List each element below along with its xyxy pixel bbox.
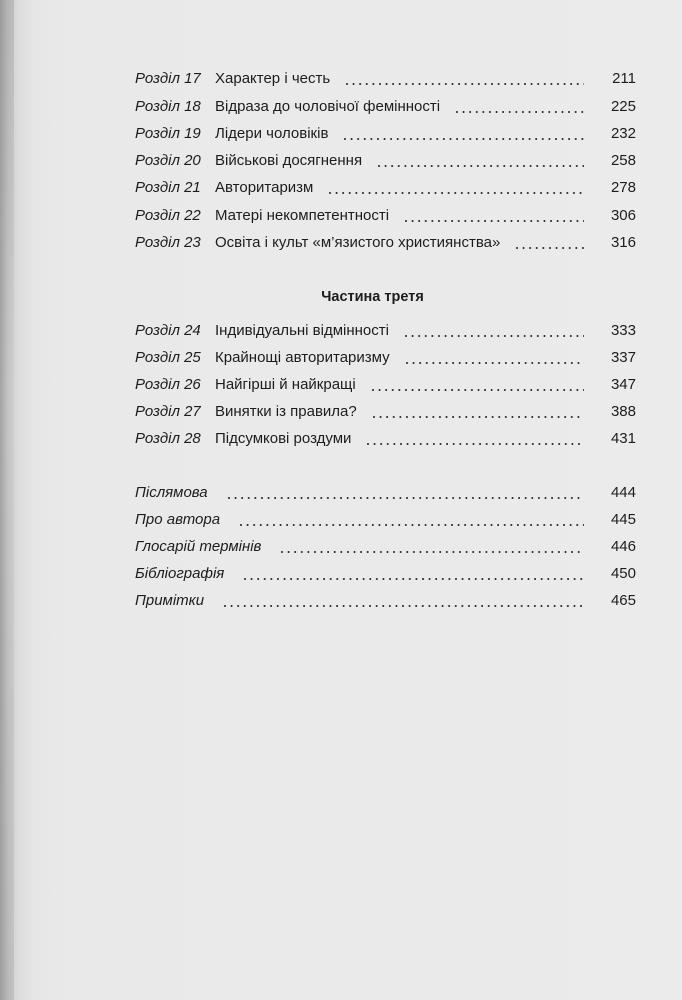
page-number: 258: [610, 152, 636, 170]
chapter-label: Розділ 28: [135, 430, 201, 447]
toc-entry: [135, 226, 636, 253]
page-number: 337: [610, 349, 636, 366]
toc-entry: [135, 314, 636, 341]
chapter-label: Розділ 17: [135, 70, 201, 88]
dot-leader: [224, 605, 584, 607]
chapter-title: Матері некомпетентності: [215, 206, 390, 224]
page-number: 225: [610, 97, 636, 115]
section-title: Бібліографія: [135, 565, 225, 582]
page-number: 316: [610, 234, 636, 252]
page-number: 465: [610, 592, 636, 609]
part-heading: Частина третя: [321, 289, 424, 305]
toc-chapters-part-three: [135, 314, 636, 449]
chapter-title: Лідери чоловіків: [215, 124, 329, 142]
chapter-title: Найгірші й найкращі: [215, 376, 356, 393]
page-number: 306: [610, 206, 636, 224]
page-number: 347: [610, 376, 636, 393]
page-number: 278: [610, 179, 636, 197]
chapter-title: Підсумкові роздуми: [215, 430, 352, 447]
toc-entry: [135, 476, 636, 503]
toc-entry: [135, 198, 636, 225]
dot-leader: [228, 497, 584, 499]
page-number: 388: [610, 403, 636, 420]
dot-leader: [406, 362, 584, 364]
toc-entry: [135, 557, 636, 584]
chapter-label: Розділ 21: [135, 179, 201, 197]
dot-leader: [244, 578, 584, 580]
dot-leader: [372, 389, 584, 391]
chapter-label: Розділ 26: [135, 376, 201, 393]
book-spine-shadow: [0, 0, 14, 1000]
dot-leader: [516, 247, 584, 249]
chapter-title: Винятки із правила?: [215, 403, 357, 420]
chapter-label: Розділ 27: [135, 403, 201, 420]
chapter-label: Розділ 24: [135, 322, 201, 339]
page-number: 444: [610, 484, 636, 501]
chapter-title: Військові досягнення: [215, 152, 363, 170]
page-number: 445: [610, 511, 636, 528]
dot-leader: [456, 111, 584, 113]
chapter-label: Розділ 18: [135, 97, 201, 115]
toc-entry: [135, 341, 636, 368]
page-number: 232: [610, 124, 636, 142]
toc-entry: [135, 62, 636, 89]
chapter-title: Крайнощі авторитаризму: [215, 349, 390, 366]
dot-leader: [373, 416, 584, 418]
toc-entry: [135, 503, 636, 530]
section-title: Примітки: [135, 592, 205, 609]
dot-leader: [329, 192, 584, 194]
toc-entry: [135, 395, 636, 422]
dot-leader: [378, 165, 584, 167]
page-number: 333: [610, 322, 636, 339]
chapter-title: Індивідуальні відмінності: [215, 322, 389, 339]
dot-leader: [405, 220, 584, 222]
toc-entry: [135, 584, 636, 611]
page-number: 211: [612, 70, 636, 88]
section-title: Післямова: [135, 484, 208, 501]
page-number: 450: [610, 565, 636, 582]
toc-entry: [135, 171, 636, 198]
chapter-title: Відраза до чоловічої фемінності: [215, 97, 441, 115]
chapter-title: Характер і честь: [215, 70, 331, 88]
chapter-title: Освіта і культ «м’язистого християнства»: [215, 234, 501, 252]
toc-entry: [135, 89, 636, 116]
toc-entry: [135, 144, 636, 171]
page-number: 431: [610, 430, 636, 447]
toc-entry: [135, 117, 636, 144]
section-title: Глосарій термінів: [135, 538, 262, 555]
dot-leader: [240, 524, 584, 526]
section-title: Про автора: [135, 511, 221, 528]
dot-leader: [344, 138, 584, 140]
toc-entry: [135, 422, 636, 449]
toc-chapters-part-two: [135, 62, 636, 253]
dot-leader: [405, 335, 584, 337]
dot-leader: [346, 83, 584, 85]
dot-leader: [367, 443, 584, 445]
toc-entry: [135, 368, 636, 395]
page-number: 446: [610, 538, 636, 555]
chapter-label: Розділ 23: [135, 234, 201, 252]
chapter-label: Розділ 25: [135, 349, 201, 366]
toc-back-matter: [135, 476, 636, 611]
chapter-label: Розділ 22: [135, 206, 201, 224]
toc-entry: [135, 530, 636, 557]
chapter-title: Авторитаризм: [215, 179, 314, 197]
dot-leader: [281, 551, 584, 553]
chapter-label: Розділ 20: [135, 152, 201, 170]
chapter-label: Розділ 19: [135, 124, 201, 142]
